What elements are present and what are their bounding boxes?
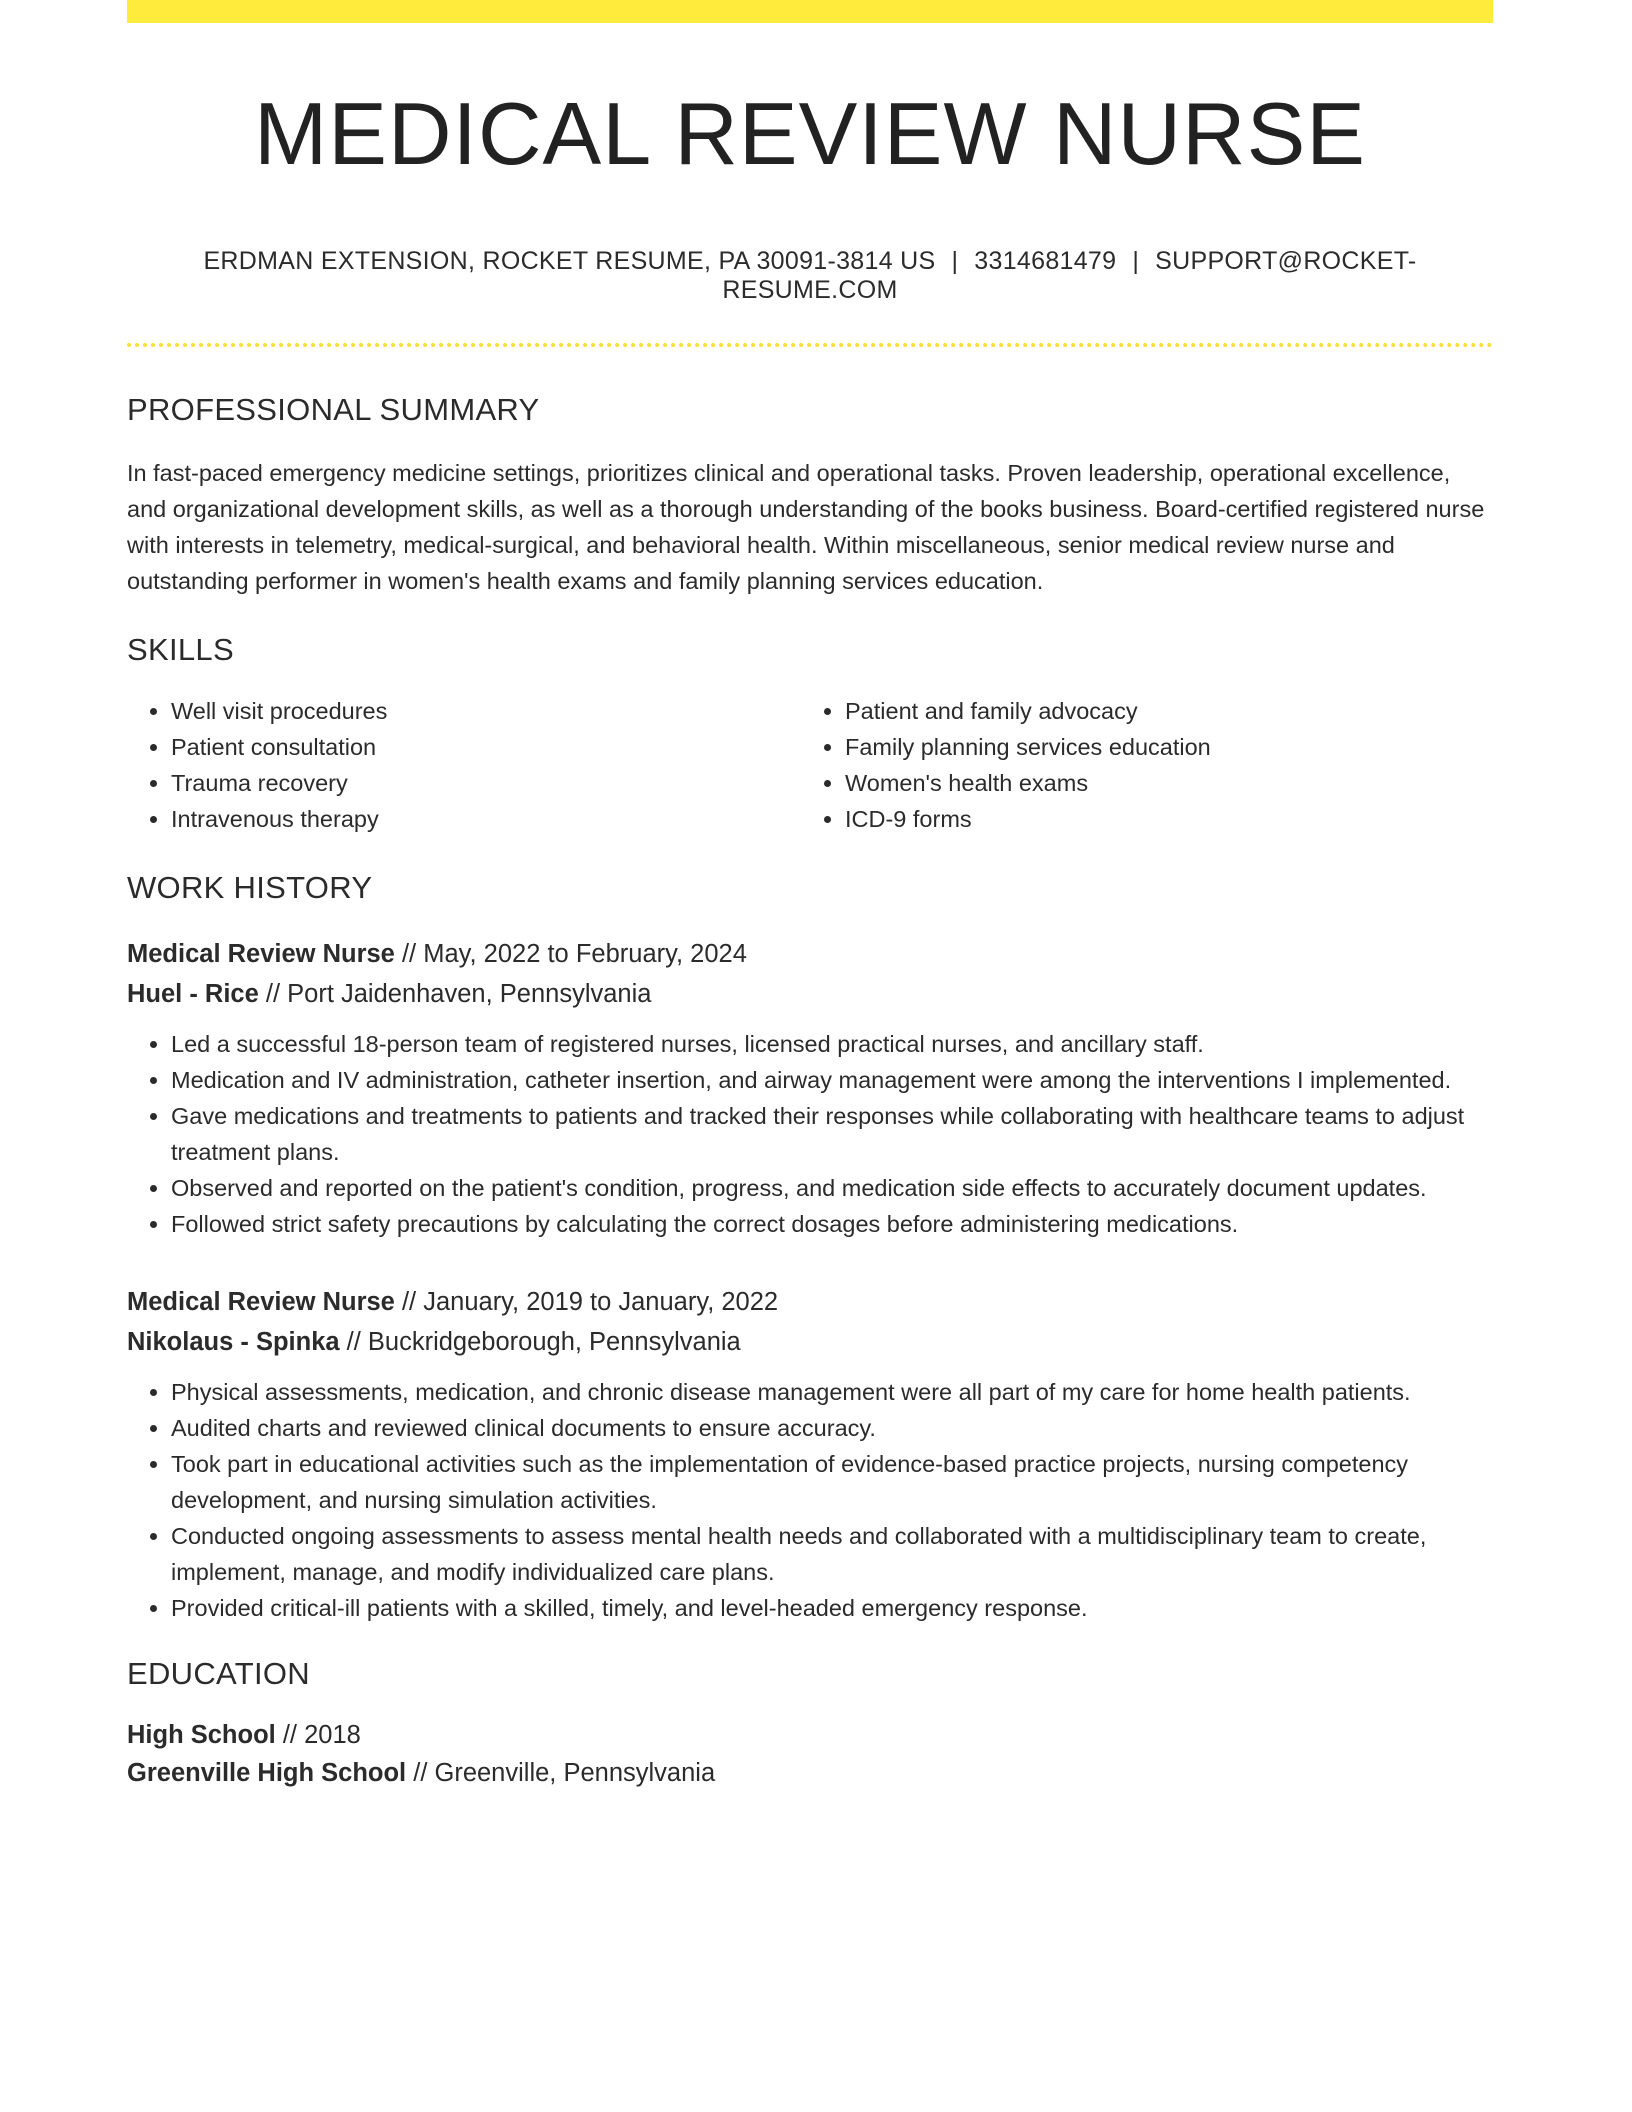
education-heading: EDUCATION — [127, 1655, 310, 1691]
job-bullet: • Gave medications and treatments to patients and tracked their responses while collaborating with healthcare teams to adjust treatment plans. — [171, 1098, 1493, 1170]
contact-separator: | — [951, 246, 959, 275]
job-dates: // May, 2022 to February, 2024 — [394, 939, 747, 968]
education-entry — [127, 1716, 1493, 1792]
contact-phone: 3314681479 — [974, 246, 1117, 275]
job-company: Nikolaus - Spinka — [127, 1327, 340, 1356]
skill-item: • Women's health exams — [845, 765, 1475, 801]
skill-item: • Intravenous therapy — [171, 801, 801, 837]
job-bullets — [127, 1026, 1493, 1242]
job-location: // Port Jaidenhaven, Pennsylvania — [258, 979, 652, 1008]
skills-column-right — [801, 693, 1475, 837]
skill-item: • Trauma recovery — [171, 765, 801, 801]
work-history-heading: WORK HISTORY — [127, 869, 373, 905]
job-bullet: • Provided critical-ill patients with a skilled, timely, and level-headed emergency response. — [171, 1590, 1493, 1626]
skills-column-left — [127, 693, 801, 837]
skill-item: • Patient consultation — [171, 729, 801, 765]
job-dates: // January, 2019 to January, 2022 — [394, 1287, 779, 1316]
education-degree: High School — [127, 1720, 276, 1749]
skill-item: • Family planning services education — [845, 729, 1475, 765]
job-entry — [127, 934, 1493, 1242]
job-bullet: • Took part in educational activities such as the implementation of evidence-based practice projects, nursing competency development, and nursing simulation activities. — [171, 1446, 1493, 1518]
candidate-name: MEDICAL REVIEW NURSE — [253, 84, 1366, 183]
summary-heading: PROFESSIONAL SUMMARY — [127, 391, 540, 427]
skill-item: • ICD-9 forms — [845, 801, 1475, 837]
skill-item: • Well visit procedures — [171, 693, 801, 729]
job-company-line — [127, 974, 1493, 1014]
job-bullet: • Led a successful 18-person team of registered nurses, licensed practical nurses, and ancillary staff. — [171, 1026, 1493, 1062]
summary-text: In fast-paced emergency medicine settings, prioritizes clinical and operational tasks. Proven leadership, operational excellence, and organizational development skills, as well as a thorough understanding of the books business. Board-certified registered nurse with interests in telemetry, medical-surgical, and behavioral health. Within miscellaneous, senior medical review nurse and outstanding performer in women's health exams and family planning services education. — [127, 459, 1485, 594]
job-bullet: • Conducted ongoing assessments to assess mental health needs and collaborated with a multidisciplinary team to create, implement, manage, and modify individualized care plans. — [171, 1518, 1493, 1590]
contact-line — [127, 247, 1493, 305]
dotted-divider — [127, 343, 1493, 347]
education-degree-line — [127, 1716, 1493, 1754]
accent-bar — [127, 0, 1493, 23]
education-school-line — [127, 1754, 1493, 1792]
job-role: Medical Review Nurse — [127, 1287, 395, 1316]
skills-heading: SKILLS — [127, 631, 234, 667]
job-role: Medical Review Nurse — [127, 939, 395, 968]
job-bullet: • Followed strict safety precautions by calculating the correct dosages before administering medications. — [171, 1206, 1493, 1242]
job-bullets — [127, 1374, 1493, 1626]
education-school: Greenville High School — [127, 1758, 407, 1787]
education-location: // Greenville, Pennsylvania — [406, 1758, 716, 1787]
job-title-line — [127, 934, 1493, 974]
job-company-line — [127, 1322, 1493, 1362]
job-bullet: • Physical assessments, medication, and chronic disease management were all part of my care for home health patients. — [171, 1374, 1493, 1410]
job-company: Huel - Rice — [127, 979, 259, 1008]
job-entry — [127, 1282, 1493, 1626]
skill-item: • Patient and family advocacy — [845, 693, 1475, 729]
contact-address: ERDMAN EXTENSION, ROCKET RESUME, PA 30091-3814 US — [203, 246, 936, 275]
resume-page — [127, 0, 1493, 1792]
job-bullet: • Medication and IV administration, catheter insertion, and airway management were among the interventions I implemented. — [171, 1062, 1493, 1098]
job-title-line — [127, 1282, 1493, 1322]
job-bullet: • Observed and reported on the patient's condition, progress, and medication side effects to accurately document updates. — [171, 1170, 1493, 1206]
contact-separator: | — [1132, 246, 1140, 275]
skills-list — [127, 693, 1493, 837]
job-bullet: • Audited charts and reviewed clinical documents to ensure accuracy. — [171, 1410, 1493, 1446]
education-year: // 2018 — [275, 1720, 361, 1749]
contact-email: SUPPORT@ROCKET-RESUME.COM — [722, 246, 1417, 304]
job-location: // Buckridgeborough, Pennsylvania — [339, 1327, 741, 1356]
